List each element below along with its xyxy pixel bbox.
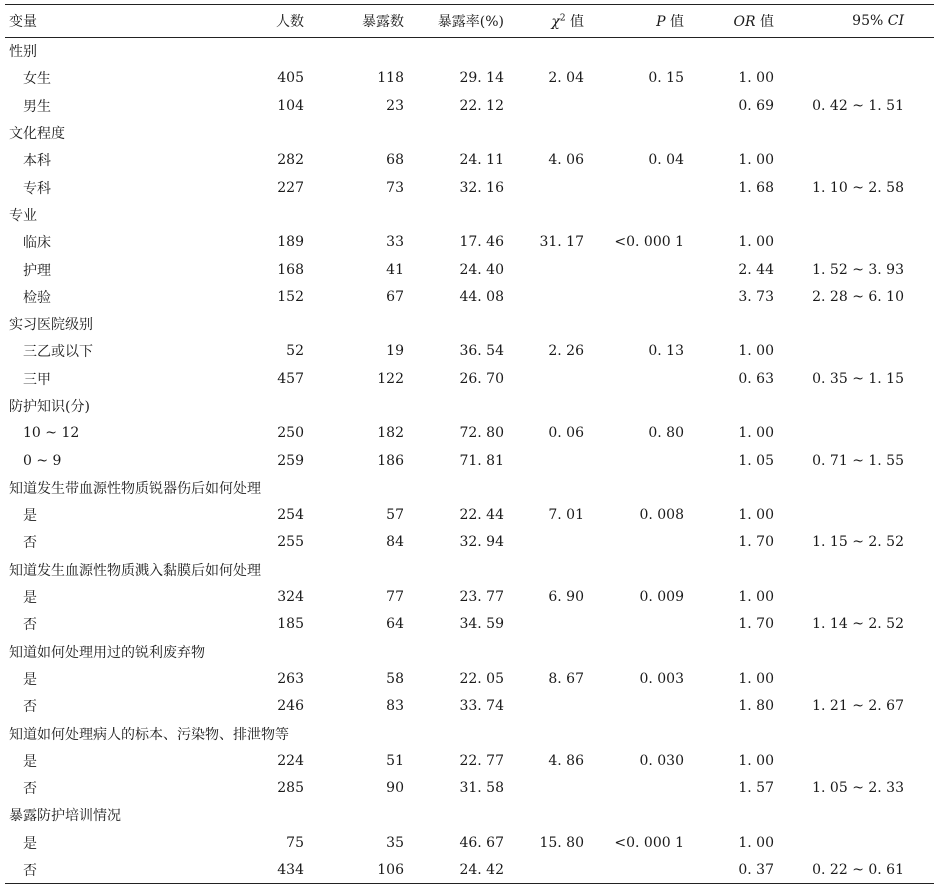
cell-count: 282: [277, 152, 304, 169]
cell-exposure-rate: 23. 77: [459, 589, 504, 606]
cell-p-value: [584, 256, 684, 283]
cell-exposure-rate: 71. 81: [459, 452, 504, 469]
table-row: [5, 529, 934, 556]
cell-exposure-rate: 29. 14: [459, 70, 504, 87]
cell-count: 227: [277, 179, 304, 196]
cell-exposure-rate: 31. 58: [459, 780, 504, 797]
cell-exposed: 33: [386, 234, 404, 251]
table-group-row: [5, 392, 934, 419]
header-p-value: [584, 5, 684, 38]
cell-exposed: 118: [377, 70, 404, 87]
cell-exposed: 58: [386, 670, 404, 687]
cell-exposure-rate: 26. 70: [459, 370, 504, 387]
table-group-row: [5, 638, 934, 665]
table-row: [5, 447, 934, 474]
cell-chi-square: 2. 04: [548, 70, 584, 87]
cell-exposed: 106: [377, 861, 404, 878]
table-row: [5, 420, 934, 447]
cell-confidence-interval: [774, 229, 934, 256]
table-row: [5, 747, 934, 774]
cell-odds-ratio: 1. 00: [738, 507, 774, 524]
table-group-row: [5, 556, 934, 583]
cell-p-value: 0. 030: [639, 752, 684, 769]
group-label: 知道如何处理用过的锐利废弃物: [9, 644, 205, 661]
cell-count: 189: [277, 234, 304, 251]
chi-symbol: χ: [551, 14, 560, 30]
cell-exposure-rate: 36. 54: [459, 343, 504, 360]
cell-count: 246: [277, 698, 304, 715]
category-label: 男生: [23, 98, 51, 115]
p-symbol: P: [656, 14, 666, 30]
category-label: 是: [23, 753, 37, 770]
chi-suffix: 值: [565, 14, 584, 30]
cell-confidence-interval: [774, 420, 934, 447]
cell-exposure-rate: 17. 46: [459, 234, 504, 251]
cell-exposure-rate: 24. 42: [459, 861, 504, 878]
category-label: 是: [23, 835, 37, 852]
cell-confidence-interval: [774, 829, 934, 856]
category-label: 检验: [23, 289, 51, 306]
cell-p-value: [584, 92, 684, 119]
cell-chi-square: 4. 86: [548, 752, 584, 769]
cell-p-value: [584, 611, 684, 638]
cell-p-value: 0. 009: [639, 589, 684, 606]
cell-odds-ratio: 1. 00: [738, 670, 774, 687]
header-variable: 变量: [5, 5, 241, 38]
table-group-row: [5, 720, 934, 747]
cell-exposure-rate: 72. 80: [459, 425, 504, 442]
cell-odds-ratio: 1. 00: [738, 834, 774, 851]
cell-p-value: 0. 13: [648, 343, 684, 360]
cell-chi-square: 6. 90: [548, 589, 584, 606]
cell-chi-square: [504, 365, 584, 392]
or-suffix: 值: [755, 14, 774, 30]
cell-count: 457: [277, 370, 304, 387]
cell-count: 104: [277, 97, 304, 114]
category-label: 0 ~ 9: [23, 452, 62, 469]
cell-exposure-rate: 46. 67: [459, 834, 504, 851]
cell-chi-square: [504, 283, 584, 310]
header-odds-ratio: [684, 5, 774, 38]
cell-exposed: 64: [386, 616, 404, 633]
cell-confidence-interval: [774, 747, 934, 774]
cell-chi-square: 31. 17: [539, 234, 584, 251]
cell-odds-ratio: 1. 70: [738, 534, 774, 551]
cell-exposed: 84: [386, 534, 404, 551]
cell-chi-square: [504, 92, 584, 119]
cell-confidence-interval: 1. 14 ~ 2. 52: [812, 616, 904, 633]
cell-odds-ratio: 1. 00: [738, 152, 774, 169]
cell-p-value: 0. 008: [639, 507, 684, 524]
cell-confidence-interval: 1. 21 ~ 2. 67: [812, 698, 904, 715]
cell-p-value: [584, 856, 684, 883]
category-label: 女生: [23, 71, 51, 88]
cell-odds-ratio: 1. 00: [738, 234, 774, 251]
category-label: 否: [23, 781, 37, 798]
table-row: [5, 65, 934, 92]
cell-p-value: 0. 003: [639, 670, 684, 687]
cell-p-value: [584, 365, 684, 392]
group-label: 文化程度: [9, 126, 65, 143]
cell-odds-ratio: 1. 00: [738, 425, 774, 442]
table-group-row: [5, 201, 934, 228]
group-label: 实习医院级别: [9, 317, 93, 334]
table-row: [5, 338, 934, 365]
cell-odds-ratio: 1. 57: [738, 780, 774, 797]
category-label: 三甲: [23, 371, 51, 388]
cell-exposure-rate: 24. 11: [459, 152, 504, 169]
header-row: [5, 5, 934, 38]
table-row: [5, 365, 934, 392]
group-label: 防护知识(分): [9, 399, 90, 415]
cell-p-value: 0. 15: [648, 70, 684, 87]
cell-p-value: [584, 775, 684, 802]
cell-count: 75: [286, 834, 304, 851]
cell-exposure-rate: 22. 12: [459, 97, 504, 114]
cell-odds-ratio: 1. 05: [738, 452, 774, 469]
category-label: 是: [23, 671, 37, 688]
category-label: 是: [23, 508, 37, 525]
cell-chi-square: [504, 693, 584, 720]
cell-odds-ratio: 1. 68: [738, 179, 774, 196]
category-label: 10 ~ 12: [23, 425, 80, 442]
cell-exposed: 67: [386, 288, 404, 305]
cell-exposure-rate: 44. 08: [459, 288, 504, 305]
cell-odds-ratio: 3. 73: [738, 288, 774, 305]
cell-exposure-rate: 22. 77: [459, 752, 504, 769]
group-label: 专业: [9, 207, 37, 224]
cell-odds-ratio: 2. 44: [738, 261, 774, 278]
cell-exposed: 77: [386, 589, 404, 606]
cell-exposed: 68: [386, 152, 404, 169]
cell-confidence-interval: 0. 22 ~ 0. 61: [812, 861, 904, 878]
cell-count: 285: [277, 780, 304, 797]
cell-count: 254: [277, 507, 304, 524]
cell-confidence-interval: 1. 10 ~ 2. 58: [812, 179, 904, 196]
cell-chi-square: [504, 529, 584, 556]
cell-chi-square: 7. 01: [548, 507, 584, 524]
table-body: [5, 38, 934, 884]
cell-chi-square: 15. 80: [539, 834, 584, 851]
cell-exposed: 41: [386, 261, 404, 278]
cell-confidence-interval: [774, 338, 934, 365]
group-label: 知道如何处理病人的标本、污染物、排泄物等: [9, 726, 289, 743]
cell-exposed: 51: [386, 752, 404, 769]
cell-p-value: 0. 80: [648, 425, 684, 442]
cell-exposure-rate: 22. 44: [459, 507, 504, 524]
cell-count: 324: [277, 589, 304, 606]
cell-exposure-rate: 24. 40: [459, 261, 504, 278]
cell-confidence-interval: 1. 05 ~ 2. 33: [812, 780, 904, 797]
cell-odds-ratio: 1. 80: [738, 698, 774, 715]
cell-exposed: 73: [386, 179, 404, 196]
cell-chi-square: 4. 06: [548, 152, 584, 169]
header-chi-square: [504, 5, 584, 38]
exposure-factors-table: [5, 4, 934, 884]
cell-count: 250: [277, 425, 304, 442]
table-row: [5, 147, 934, 174]
cell-p-value: [584, 693, 684, 720]
cell-count: 263: [277, 670, 304, 687]
table-row: [5, 229, 934, 256]
table-row: [5, 283, 934, 310]
cell-chi-square: [504, 856, 584, 883]
category-label: 是: [23, 590, 37, 607]
cell-count: 52: [286, 343, 304, 360]
cell-p-value: [584, 283, 684, 310]
chi-superscript: 2: [559, 13, 566, 24]
group-label: 暴露防护培训情况: [9, 808, 121, 825]
category-label: 否: [23, 862, 37, 879]
cell-confidence-interval: [774, 147, 934, 174]
cell-odds-ratio: 0. 37: [738, 861, 774, 878]
cell-exposed: 23: [386, 97, 404, 114]
cell-count: 434: [277, 861, 304, 878]
cell-chi-square: [504, 256, 584, 283]
table-row: [5, 856, 934, 883]
table-header: [5, 5, 934, 38]
cell-confidence-interval: [774, 502, 934, 529]
cell-chi-square: [504, 611, 584, 638]
cell-exposed: 83: [386, 698, 404, 715]
cell-confidence-interval: [774, 665, 934, 692]
cell-p-value: <0. 000 1: [614, 834, 684, 851]
p-suffix: 值: [665, 14, 684, 30]
cell-count: 224: [277, 752, 304, 769]
table-row: [5, 829, 934, 856]
category-label: 否: [23, 535, 37, 552]
table-row: [5, 174, 934, 201]
table-row: [5, 775, 934, 802]
table-row: [5, 583, 934, 610]
table-row: [5, 256, 934, 283]
cell-confidence-interval: 1. 15 ~ 2. 52: [812, 534, 904, 551]
header-exposure-rate: 暴露率(%): [404, 5, 504, 38]
cell-exposure-rate: 32. 94: [459, 534, 504, 551]
cell-exposed: 90: [386, 780, 404, 797]
cell-chi-square: [504, 775, 584, 802]
category-label: 三乙或以下: [23, 344, 93, 361]
cell-exposed: 57: [386, 507, 404, 524]
cell-exposed: 122: [377, 370, 404, 387]
cell-count: 152: [277, 288, 304, 305]
cell-confidence-interval: 0. 71 ~ 1. 55: [812, 452, 904, 469]
cell-p-value: [584, 529, 684, 556]
cell-count: 405: [277, 70, 304, 87]
cell-chi-square: [504, 447, 584, 474]
category-label: 临床: [23, 235, 51, 252]
cell-odds-ratio: 0. 63: [738, 370, 774, 387]
category-label: 否: [23, 617, 37, 634]
cell-count: 259: [277, 452, 304, 469]
cell-chi-square: 8. 67: [548, 670, 584, 687]
cell-exposure-rate: 32. 16: [459, 179, 504, 196]
cell-chi-square: [504, 174, 584, 201]
cell-odds-ratio: 1. 00: [738, 589, 774, 606]
cell-confidence-interval: [774, 583, 934, 610]
table-group-row: [5, 119, 934, 146]
cell-exposed: 35: [386, 834, 404, 851]
cell-exposed: 182: [377, 425, 404, 442]
category-label: 本科: [23, 153, 51, 170]
cell-p-value: <0. 000 1: [614, 234, 684, 251]
cell-exposure-rate: 34. 59: [459, 616, 504, 633]
group-label: 知道发生血源性物质溅入黏膜后如何处理: [9, 562, 261, 579]
cell-confidence-interval: [774, 65, 934, 92]
cell-exposure-rate: 22. 05: [459, 670, 504, 687]
cell-odds-ratio: 1. 00: [738, 752, 774, 769]
header-exposed: 暴露数: [304, 5, 404, 38]
table-group-row: [5, 474, 934, 501]
table-row: [5, 92, 934, 119]
cell-count: 168: [277, 261, 304, 278]
category-label: 专科: [23, 180, 51, 197]
cell-p-value: [584, 174, 684, 201]
cell-confidence-interval: 2. 28 ~ 6. 10: [812, 288, 904, 305]
table-row: [5, 611, 934, 638]
cell-count: 185: [277, 616, 304, 633]
ci-symbol: CI: [887, 13, 904, 29]
cell-exposed: 186: [377, 452, 404, 469]
table-row: [5, 693, 934, 720]
cell-odds-ratio: 0. 69: [738, 97, 774, 114]
cell-exposed: 19: [386, 343, 404, 360]
header-confidence-interval: [774, 5, 934, 38]
category-label: 护理: [23, 262, 51, 279]
cell-exposure-rate: 33. 74: [459, 698, 504, 715]
cell-chi-square: 0. 06: [548, 425, 584, 442]
cell-confidence-interval: 0. 35 ~ 1. 15: [812, 370, 904, 387]
category-label: 否: [23, 699, 37, 716]
cell-p-value: [584, 447, 684, 474]
cell-chi-square: 2. 26: [548, 343, 584, 360]
ci-prefix: 95%: [852, 13, 888, 29]
or-symbol: OR: [733, 14, 756, 30]
table-group-row: [5, 310, 934, 337]
table-row: [5, 665, 934, 692]
cell-odds-ratio: 1. 00: [738, 70, 774, 87]
table-group-row: [5, 802, 934, 829]
group-label: 性别: [9, 44, 37, 61]
cell-odds-ratio: 1. 00: [738, 343, 774, 360]
cell-odds-ratio: 1. 70: [738, 616, 774, 633]
header-count: 人数: [241, 5, 304, 38]
group-label: 知道发生带血源性物质锐器伤后如何处理: [9, 480, 261, 497]
table-row: [5, 502, 934, 529]
table-group-row: [5, 38, 934, 65]
cell-p-value: 0. 04: [648, 152, 684, 169]
cell-confidence-interval: 0. 42 ~ 1. 51: [812, 97, 904, 114]
cell-count: 255: [277, 534, 304, 551]
cell-confidence-interval: 1. 52 ~ 3. 93: [812, 261, 904, 278]
